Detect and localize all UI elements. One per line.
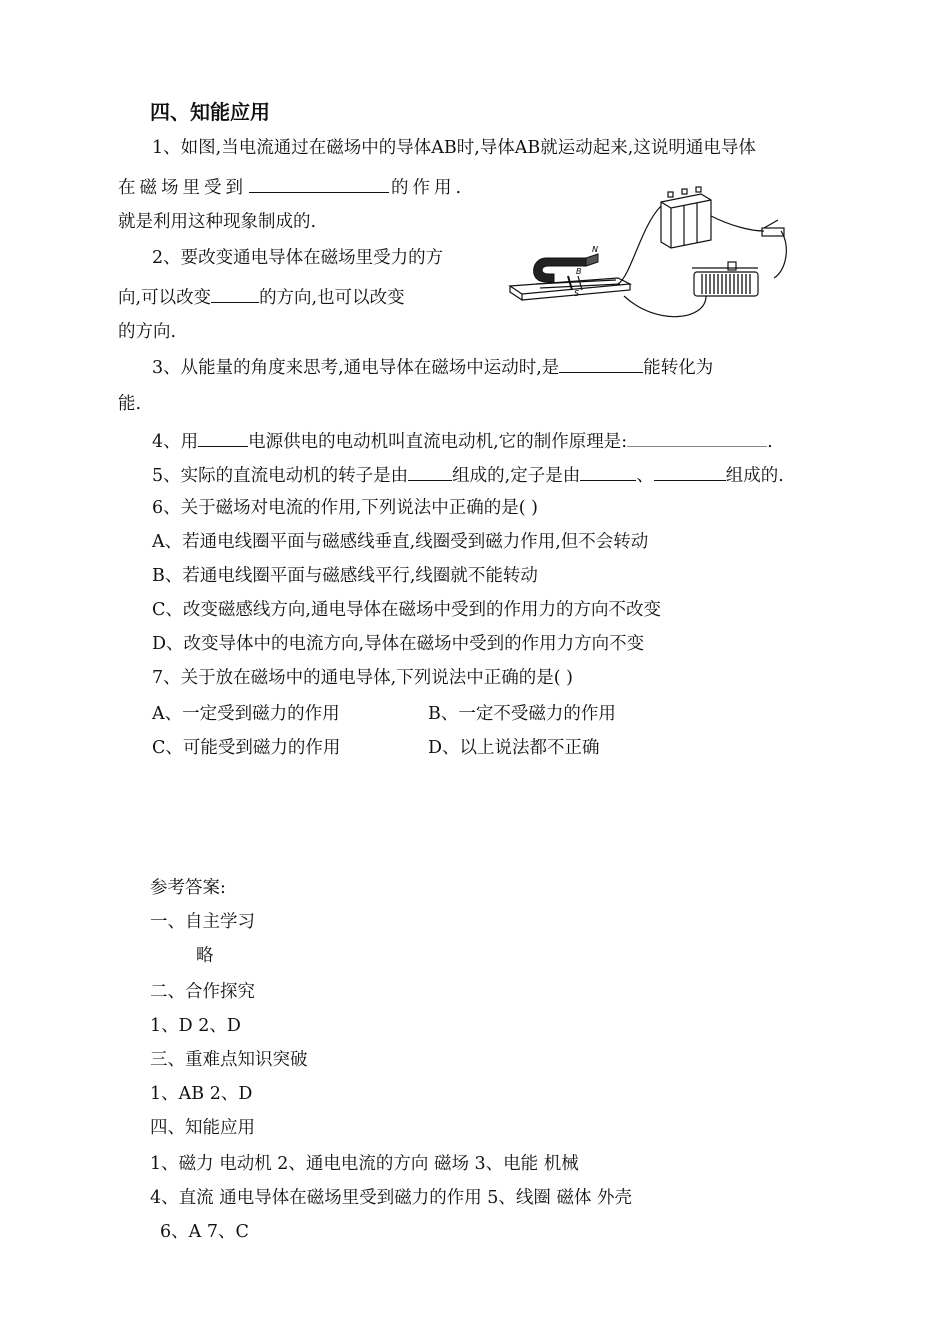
answers-s1-answer: 略 [196,946,214,966]
label-s: S [574,289,580,298]
q6-option-c: C、改变磁感线方向,通电导体在磁场中受到的作用力的方向不改变 [152,600,661,620]
q2-blank-1[interactable] [211,284,259,303]
answers-s2-answer: 1、D 2、D [150,1016,241,1036]
q1-line2 [118,174,465,200]
q1-line3: 就是利用这种现象制成的. [118,212,317,232]
q5-suffix: 组成的. [725,466,784,486]
answers-title: 参考答案: [150,878,226,898]
q4-middle: 电源供电的电动机叫直流电动机,它的制作原理是: [248,432,628,452]
q2-line2-prefix: 向,可以改变 [118,288,212,308]
q5-prefix: 5、实际的直流电动机的转子是由 [152,466,409,486]
label-n: N [592,245,598,254]
q5-blank-2[interactable] [580,462,636,481]
q2-line2 [118,284,405,310]
q5-blank-1[interactable] [408,462,452,481]
q4-line [152,428,773,454]
wire-to-rheostat [624,296,706,317]
q5-sep: 、 [636,466,654,486]
q7-option-c: C、可能受到磁力的作用 [152,738,341,758]
q6-option-b: B、若通电线圈平面与磁感线平行,线圈就不能转动 [152,566,538,586]
q7-stem: 7、关于放在磁场中的通电导体,下列说法中正确的是( ) [152,668,573,688]
q4-suffix: . [767,432,773,452]
q5-middle: 组成的,定子是由 [452,466,581,486]
label-b: B [576,267,582,276]
q7-option-a: A、一定受到磁力的作用 [152,704,340,724]
q1-line2-suffix: 的作用. [391,178,466,198]
experiment-figure [506,186,812,322]
q1-blank-1[interactable] [249,174,389,193]
wire-switch-rheostat [774,231,786,278]
wire-to-battery [618,206,661,284]
q1-line1: 1、如图,当电流通过在磁场中的导体AB时,导体AB就运动起来,这说明通电导体 [152,138,756,158]
q7-option-b: B、一定不受磁力的作用 [428,704,616,724]
q3-line1 [152,354,713,380]
q5-line [152,462,784,488]
answers-s4-line1: 1、磁力 电动机 2、通电电流的方向 磁场 3、电能 机械 [150,1154,579,1174]
answers-s4-line2: 4、直流 通电导体在磁场里受到磁力的作用 5、线圈 磁体 外壳 [150,1188,633,1208]
q7-option-d: D、以上说法都不正确 [428,738,600,758]
q6-option-d: D、改变导体中的电流方向,导体在磁场中受到的作用力方向不变 [152,634,645,654]
conductor-ab [568,276,572,290]
q3-blank-1[interactable] [559,354,643,373]
answers-s4-line3: 6、A 7、C [160,1222,249,1242]
q4-prefix: 4、用 [152,432,199,452]
q1-line2-prefix: 在磁场里受到 [118,178,247,198]
q3-line1-prefix: 3、从能量的角度来思考,通电导体在磁场中运动时,是 [152,358,560,378]
q3-line1-suffix: 能转化为 [643,358,714,378]
answers-s2-title: 二、合作探究 [150,982,255,1002]
q2-line3: 的方向. [118,322,177,342]
section-heading: 四、知能应用 [150,100,270,124]
q2-line2-suffix: 的方向,也可以改变 [259,288,405,308]
answers-s3-answer: 1、AB 2、D [150,1084,253,1104]
wire-battery-switch [711,216,764,231]
q6-stem: 6、关于磁场对电流的作用,下列说法中正确的是( ) [152,498,538,518]
q3-line2: 能. [118,394,142,414]
q2-line1: 2、要改变通电导体在磁场里受力的方 [152,248,444,268]
switch [762,228,784,236]
q5-blank-3[interactable] [654,462,726,481]
q4-blank-1[interactable] [198,428,248,447]
answers-s1-title: 一、自主学习 [150,912,255,932]
q6-option-a: A、若通电线圈平面与磁感线垂直,线圈受到磁力作用,但不会转动 [152,532,649,552]
answers-s4-title: 四、知能应用 [150,1118,255,1138]
q4-blank-2[interactable] [627,428,767,447]
answers-s3-title: 三、重难点知识突破 [150,1050,308,1070]
